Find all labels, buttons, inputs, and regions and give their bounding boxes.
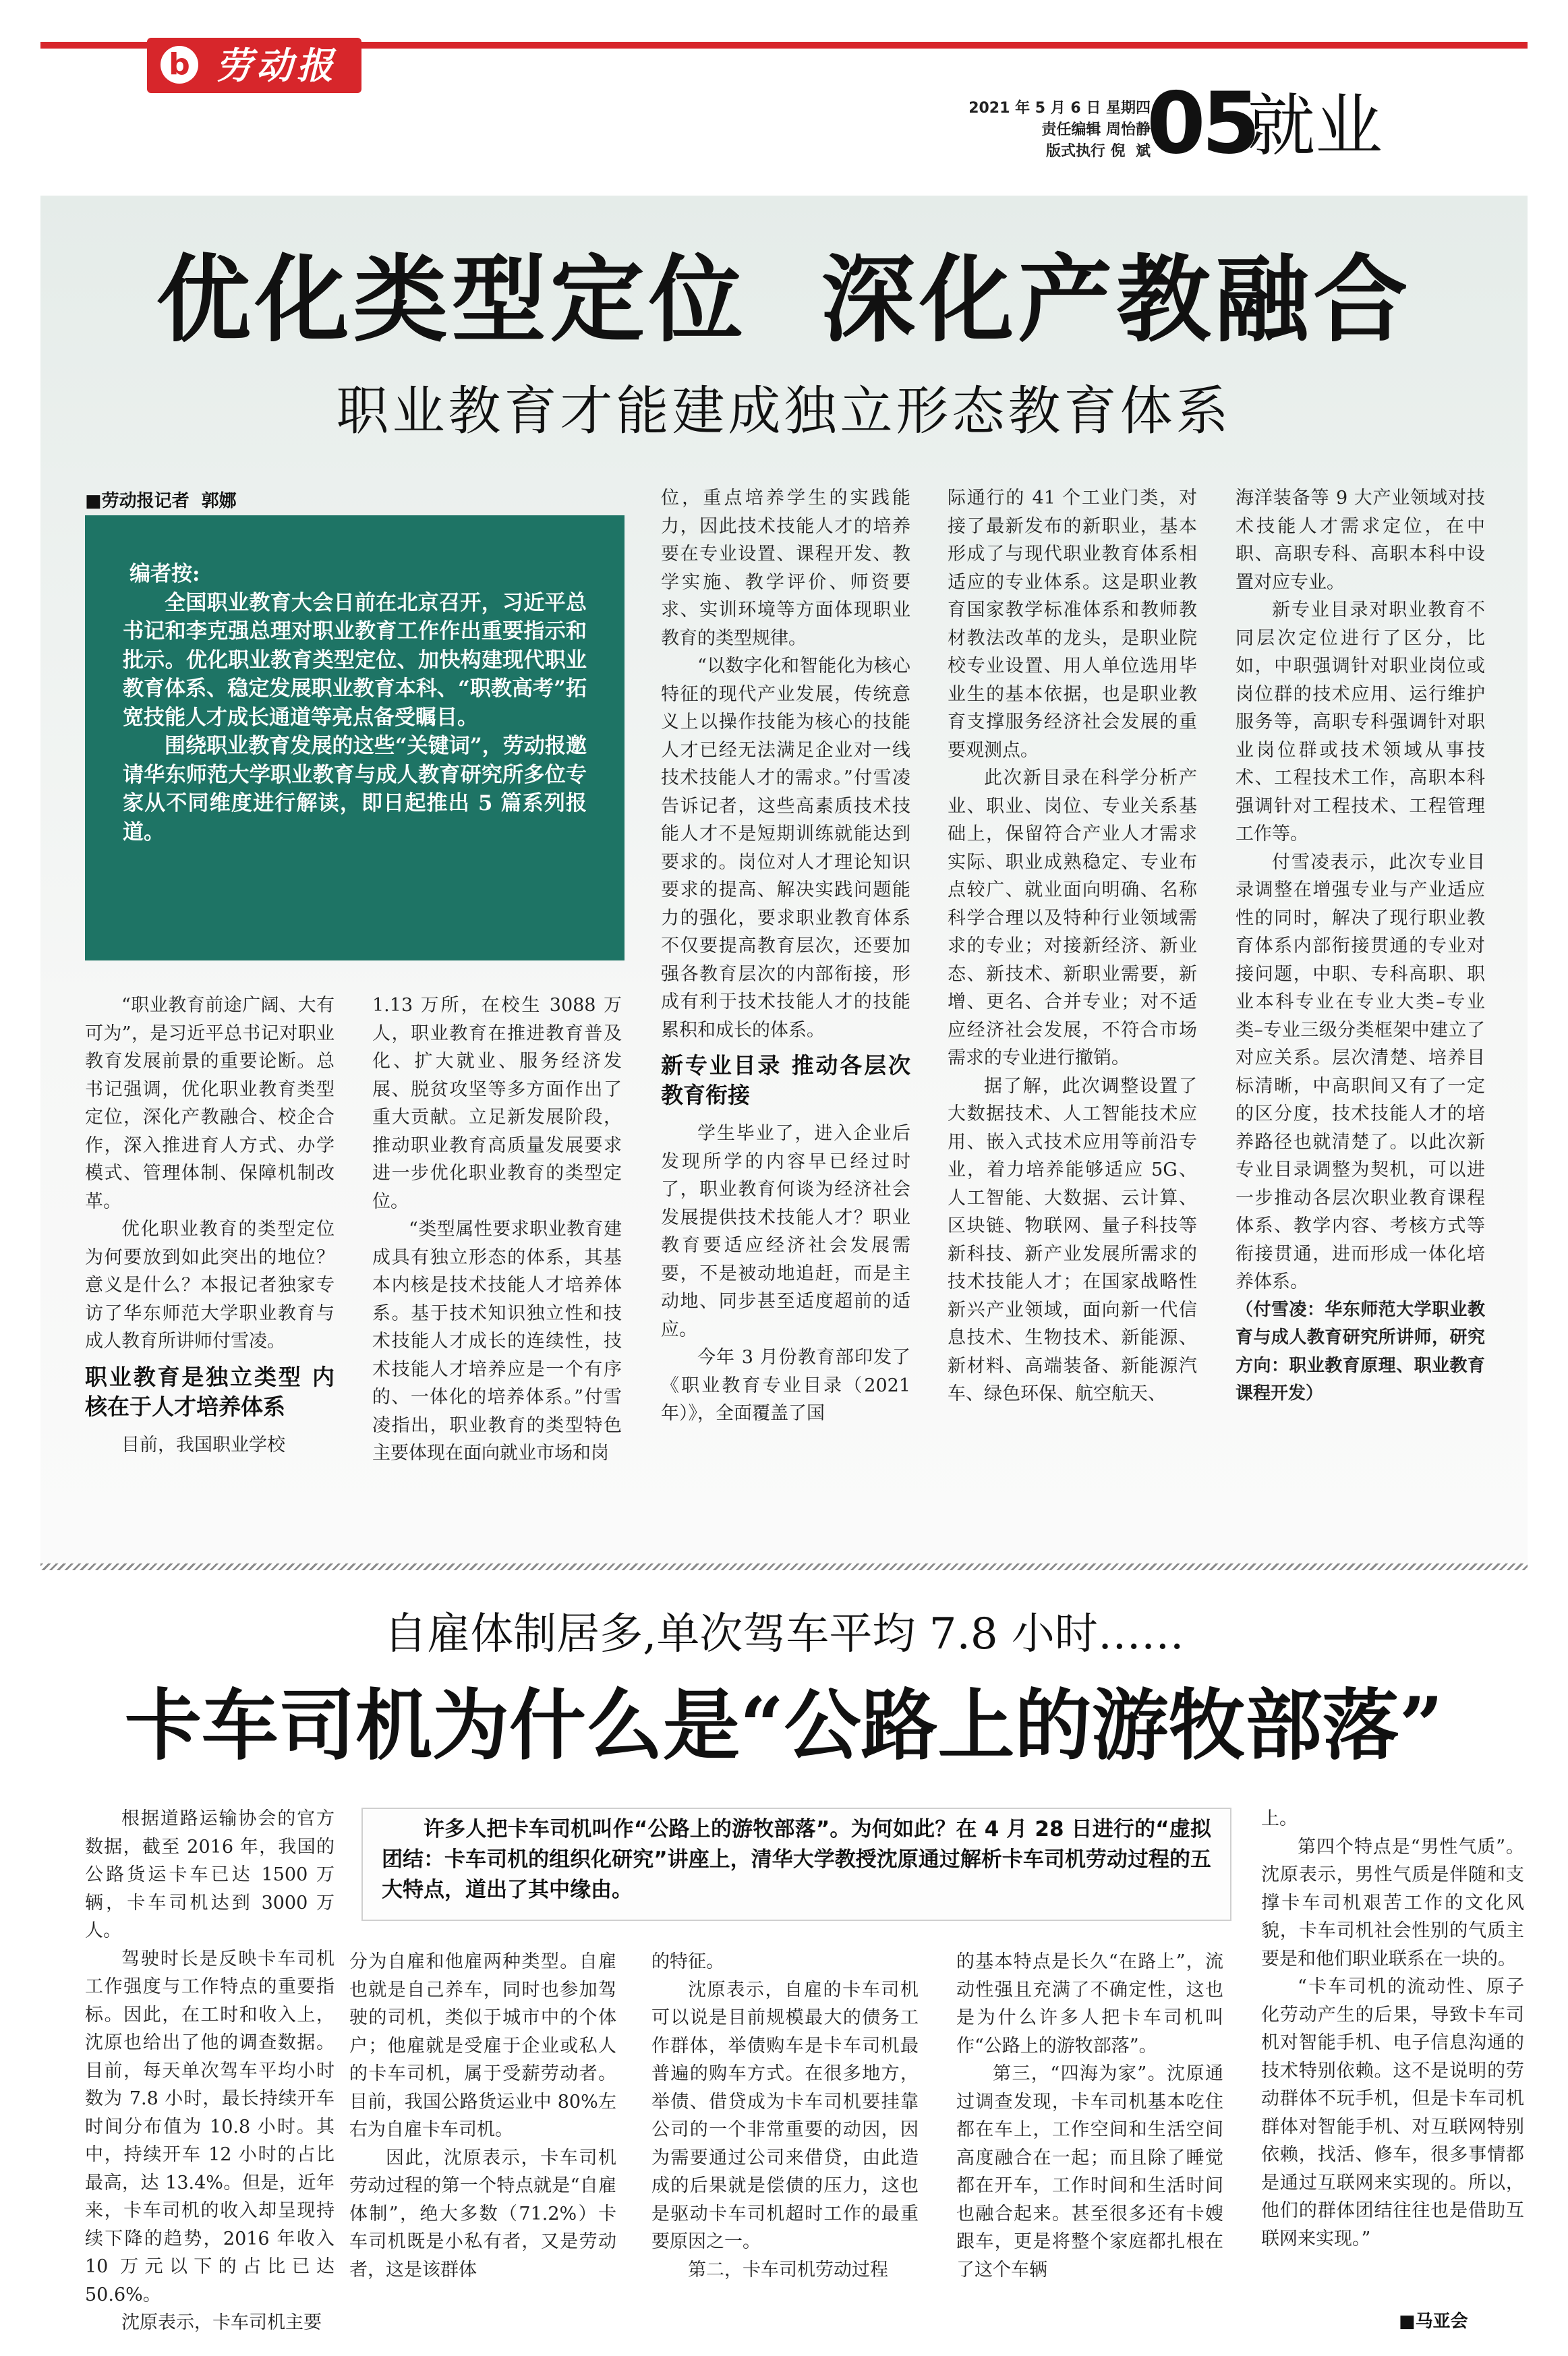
editor-line: 责任编辑 周怡静 bbox=[1041, 121, 1151, 138]
layout-line: 版式执行 倪 斌 bbox=[1046, 143, 1151, 160]
paragraph: 1.13 万所，在校生 3088 万人，职业教育在推进教育普及化、扩大就业、服务经济发展、脱贫攻坚等多方面作出了重大贡献。立足新发展阶段，推动职业教育高质量发展要求进一步优化职业教育的类型定位。 bbox=[372, 995, 622, 1212]
paragraph: 上。 bbox=[1261, 1808, 1298, 1829]
article1-headline: 优化类型定位 深化产教融合 bbox=[156, 245, 1412, 355]
article1-column-3 bbox=[661, 484, 910, 1428]
article2-headline: 卡车司机为什么是“公路上的游牧部落” bbox=[124, 1680, 1444, 1771]
article1-byline: ■劳动报记者 郭娜 bbox=[85, 491, 237, 511]
article2-signoff: ■马亚会 bbox=[1399, 2311, 1468, 2332]
article2-column-5 bbox=[1261, 1805, 1524, 2253]
paper-name: 劳动报 bbox=[216, 44, 337, 87]
paragraph: 第四个特点是“男性气质”。沈原表示，男性气质是伴随和支撑卡车司机艰苦工作的文化风貌，卡车司机社会性别的气质主要是和他们职业联系在一块的。 bbox=[1261, 1836, 1524, 1970]
article2-column-4 bbox=[956, 1948, 1223, 2284]
paragraph: “类型属性要求职业教育建成具有独立形态的体系，其基本内核是技术技能人才培养体系。基于技术知识独立性和技术技能人才成长的连续性，技术技能人才培养应是一个有序的、一体化的培养体系。”付雪凌指出，职业教育的类型特色主要体现在面向就业市场和岗 bbox=[372, 1219, 622, 1464]
article2-column-1 bbox=[85, 1805, 335, 2337]
paragraph: 沈原表示，自雇的卡车司机可以说是目前规模最大的债务工作群体，举债购车是卡车司机最普遍的购车方式。在很多地方，举债、借贷成为卡车司机要挂靠公司的一个非常重要的动因，因为需要通过公司来借贷，由此造成的后果就是偿债的压力，这也是驱动卡车司机超时工作的最重要原因之一。 bbox=[651, 1979, 919, 2252]
paragraph: 际通行的 41 个工业门类，对接了最新发布的新职业，基本形成了与现代职业教育体系相适应的专业体系。这是职业教育国家教学标准体系和教师教材教法改革的龙头，是职业院校专业设置、用人单位选用毕业生的基本依据，也是职业教育支撑服务经济社会发展的重要观测点。 bbox=[948, 488, 1197, 761]
editor-note-p2: 围绕职业教育发展的这些“关键词”，劳动报邀请华东师范大学职业教育与成人教育研究所多位专家从不同维度进行解读，即日起推出 5 篇系列报道。 bbox=[123, 734, 587, 844]
paragraph: 付雪凌表示，此次专业目录调整在增强专业与产业适应性的同时，解决了现行职业教育体系内部衔接贯通的专业对接问题，中职、专科高职、职业本科专业在专业大类–专业类–专业三级分类框架中建立了对应关系。层次清楚、培养目标清晰，中高职间又有了一定的区分度，技术技能人才的培养路径也就清楚了。以此次新专业目录调整为契机，可以进一步推动各层次职业教育课程体系、教学内容、考核方式等衔接贯通，进而形成一体化培养体系。 bbox=[1236, 851, 1485, 1292]
section-name: 就业 bbox=[1248, 86, 1383, 165]
article2-column-2 bbox=[349, 1948, 616, 2284]
paragraph: 第三，“四海为家”。沈原通过调查发现，卡车司机基本吃住都在车上，工作空间和生活空间高度融合在一起；而且除了睡觉都在开车，工作时间和生活时间也融合起来。甚至很多还有卡嫂跟车，更是将整个家庭都扎根在了这个车辆 bbox=[956, 2063, 1223, 2280]
paragraph: 驾驶时长是反映卡车司机工作强度与工作特点的重要指标。因此，在工时和收入上，沈原也给出了他的调查数据。目前，每天单次驾车平均小时数为 7.8 小时，最长持续开车时间分布值为 10.8 小时。其中，持续开车 12 小时的占比最高，达 13.4%。但是，近年来，卡车司机的收入却呈现持续下降的趋势，2016 年收入 10 万元以下的占比已达 50.6%。 bbox=[85, 1948, 335, 2305]
editor-note-label: 编者按: bbox=[129, 562, 200, 586]
brand-logo-icon: b bbox=[161, 46, 198, 84]
paragraph: 据了解，此次调整设置了大数据技术、人工智能技术应用、嵌入式技术应用等前沿专业，着力培养能够适应 5G、人工智能、大数据、云计算、区块链、物联网、量子科技等新科技、新产业发展所需求的技术技能人才；在国家战略性新兴产业领域，面向新一代信息技术、生物技术、新能源、新材料、高端装备、新能源汽车、绿色环保、航空航天、 bbox=[948, 1075, 1197, 1404]
paragraph: 沈原表示，卡车司机主要 bbox=[121, 2312, 322, 2333]
paragraph: “职业教育前途广阔、大有可为”，是习近平总书记对职业教育发展前景的重要论断。总书记强调，优化职业教育类型定位，深化产教融合、校企合作，深入推进育人方式、办学模式、管理体制、保障机制改革。 bbox=[85, 995, 335, 1212]
article1-column-2 bbox=[372, 992, 622, 1468]
subheading: 职业教育是独立类型 内核在于人才培养体系 bbox=[85, 1363, 335, 1420]
paragraph: “卡车司机的流动性、原子化劳动产生的后果，导致卡车司机对智能手机、电子信息沟通的技术特别依赖。这不是说明的劳动群体不玩手机，但是卡车司机群体对智能手机、对互联网特别依赖，找活、修车，很多事情都是通过互联网来实现的。所以，他们的群体团结往往也是借助互联网来实现。” bbox=[1261, 1976, 1524, 2249]
paragraph: “以数字化和智能化为核心特征的现代产业发展，传统意义上以操作技能为核心的技能人才已经无法满足企业对一线技术技能人才的需求。”付雪凌告诉记者，这些高素质技术技能人才不是短期训练就能达到要求的。岗位对人才理论知识要求的提高、解决实践问题能力的强化，要求职业教育体系不仅要提高教育层次，还要加强各教育层次的内部衔接，形成有利于技术技能人才的技能累积和成长的体系。 bbox=[661, 656, 910, 1041]
date-line: 2021 年 5 月 6 日 星期四 bbox=[968, 100, 1151, 117]
paragraph: 优化职业教育的类型定位为何要放到如此突出的地位？意义是什么？本报记者独家专访了华东师范大学职业教育与成人教育所讲师付雪凌。 bbox=[85, 1219, 335, 1352]
paragraph: 海洋装备等 9 大产业领域对技术技能人才需求定位，在中职、高职专科、高职本科中设置对应专业。 bbox=[1236, 488, 1485, 593]
paragraph: 目前，我国职业学校 bbox=[121, 1434, 285, 1456]
subheading: 新专业目录 推动各层次教育衔接 bbox=[661, 1052, 910, 1108]
author-bio: （付雪凌：华东师范大学职业教育与成人教育研究所讲师，研究方向：职业教育原理、职业教育课程开发） bbox=[1236, 1299, 1485, 1404]
paragraph: 分为自雇和他雇两种类型。自雇也就是自己养车，同时也参加驾驶的司机，类似于城市中的个体户；他雇就是受雇于企业或私人的卡车司机，属于受薪劳动者。目前，我国公路货运业中 80%左右为自雇卡车司机。 bbox=[349, 1951, 616, 2140]
paragraph: 此次新目录在科学分析产业、职业、岗位、专业关系基础上，保留符合产业人才需求实际、职业成熟稳定、专业布点较广、就业面向明确、名称科学合理以及特种行业领域需求的专业；对接新经济、新业态、新技术、新职业需要，新增、更名、合并专业；对不适应经济社会发展，不符合市场需求的专业进行撤销。 bbox=[948, 768, 1197, 1068]
paragraph: 今年 3 月份教育部印发了《职业教育专业目录（2021 年）》，全面覆盖了国 bbox=[661, 1347, 910, 1424]
paragraph: 第二，卡车司机劳动过程 bbox=[688, 2259, 888, 2280]
paragraph: 的基本特点是长久“在路上”，流动性强且充满了不确定性，这也是为什么许多人把卡车司机叫作“公路上的游牧部落”。 bbox=[956, 1951, 1223, 2057]
paragraph: 的特征。 bbox=[651, 1951, 724, 1972]
article1-column-5 bbox=[1236, 484, 1485, 1408]
editor-note-box bbox=[85, 515, 625, 960]
paragraph: 新专业目录对职业教育不同层次定位进行了区分，比如，中职强调针对职业岗位或岗位群的技术应用、运行维护服务等，高职专科强调针对职业岗位群或技术领域从事技术、工程技术工作，高职本科强调针对工程技术、工程管理工作等。 bbox=[1236, 600, 1485, 844]
lede-text: 许多人把卡车司机叫作“公路上的游牧部落”。为何如此？在 4 月 28 日进行的“虚拟团结：卡车司机的组织化研究”讲座上，清华大学教授沈原通过解析卡车司机劳动过程的五大特点，道出了其中缘由。 bbox=[382, 1817, 1211, 1902]
paragraph: 根据道路运输协会的官方数据，截至 2016 年，我国的公路货运卡车已达 1500 万辆，卡车司机达到 3000 万人。 bbox=[85, 1808, 335, 1941]
paragraph: 因此，沈原表示，卡车司机劳动过程的第一个特点就是“自雇体制”，绝大多数（71.2%）卡车司机既是小私有者，又是劳动者，这是该群体 bbox=[349, 2147, 616, 2280]
paragraph: 学生毕业了，进入企业后发现所学的内容早已经过时了，职业教育何谈为经济社会发展提供技术技能人才？职业教育要适应经济社会发展需要，不是被动地追赶，而是主动地、同步甚至适度超前的适应。 bbox=[661, 1123, 910, 1340]
page-number: 05 bbox=[1146, 74, 1257, 173]
article1-column-4 bbox=[948, 484, 1197, 1408]
article1-subheadline: 职业教育才能建成独立形态教育体系 bbox=[336, 381, 1232, 442]
article2-column-3 bbox=[651, 1948, 919, 2284]
article-divider bbox=[40, 1563, 1528, 1570]
paragraph: 位，重点培养学生的实践能力，因此技术技能人才的培养要在专业设置、课程开发、教学实施、教学评价、师资要求、实训环境等方面体现职业教育的类型规律。 bbox=[661, 488, 910, 649]
article2-lede bbox=[361, 1808, 1231, 1921]
article1-column-1 bbox=[85, 992, 335, 1459]
editor-note-p1: 全国职业教育大会日前在北京召开，习近平总书记和李克强总理对职业教育工作作出重要指示和批示。优化职业教育类型定位、加快构建现代职业教育体系、稳定发展职业教育本科、“职教高考”拓宽技能人才成长通道等亮点备受瞩目。 bbox=[123, 590, 587, 730]
article2-kicker: 自雇体制居多,单次驾车平均 7.8 小时…… bbox=[384, 1609, 1184, 1659]
